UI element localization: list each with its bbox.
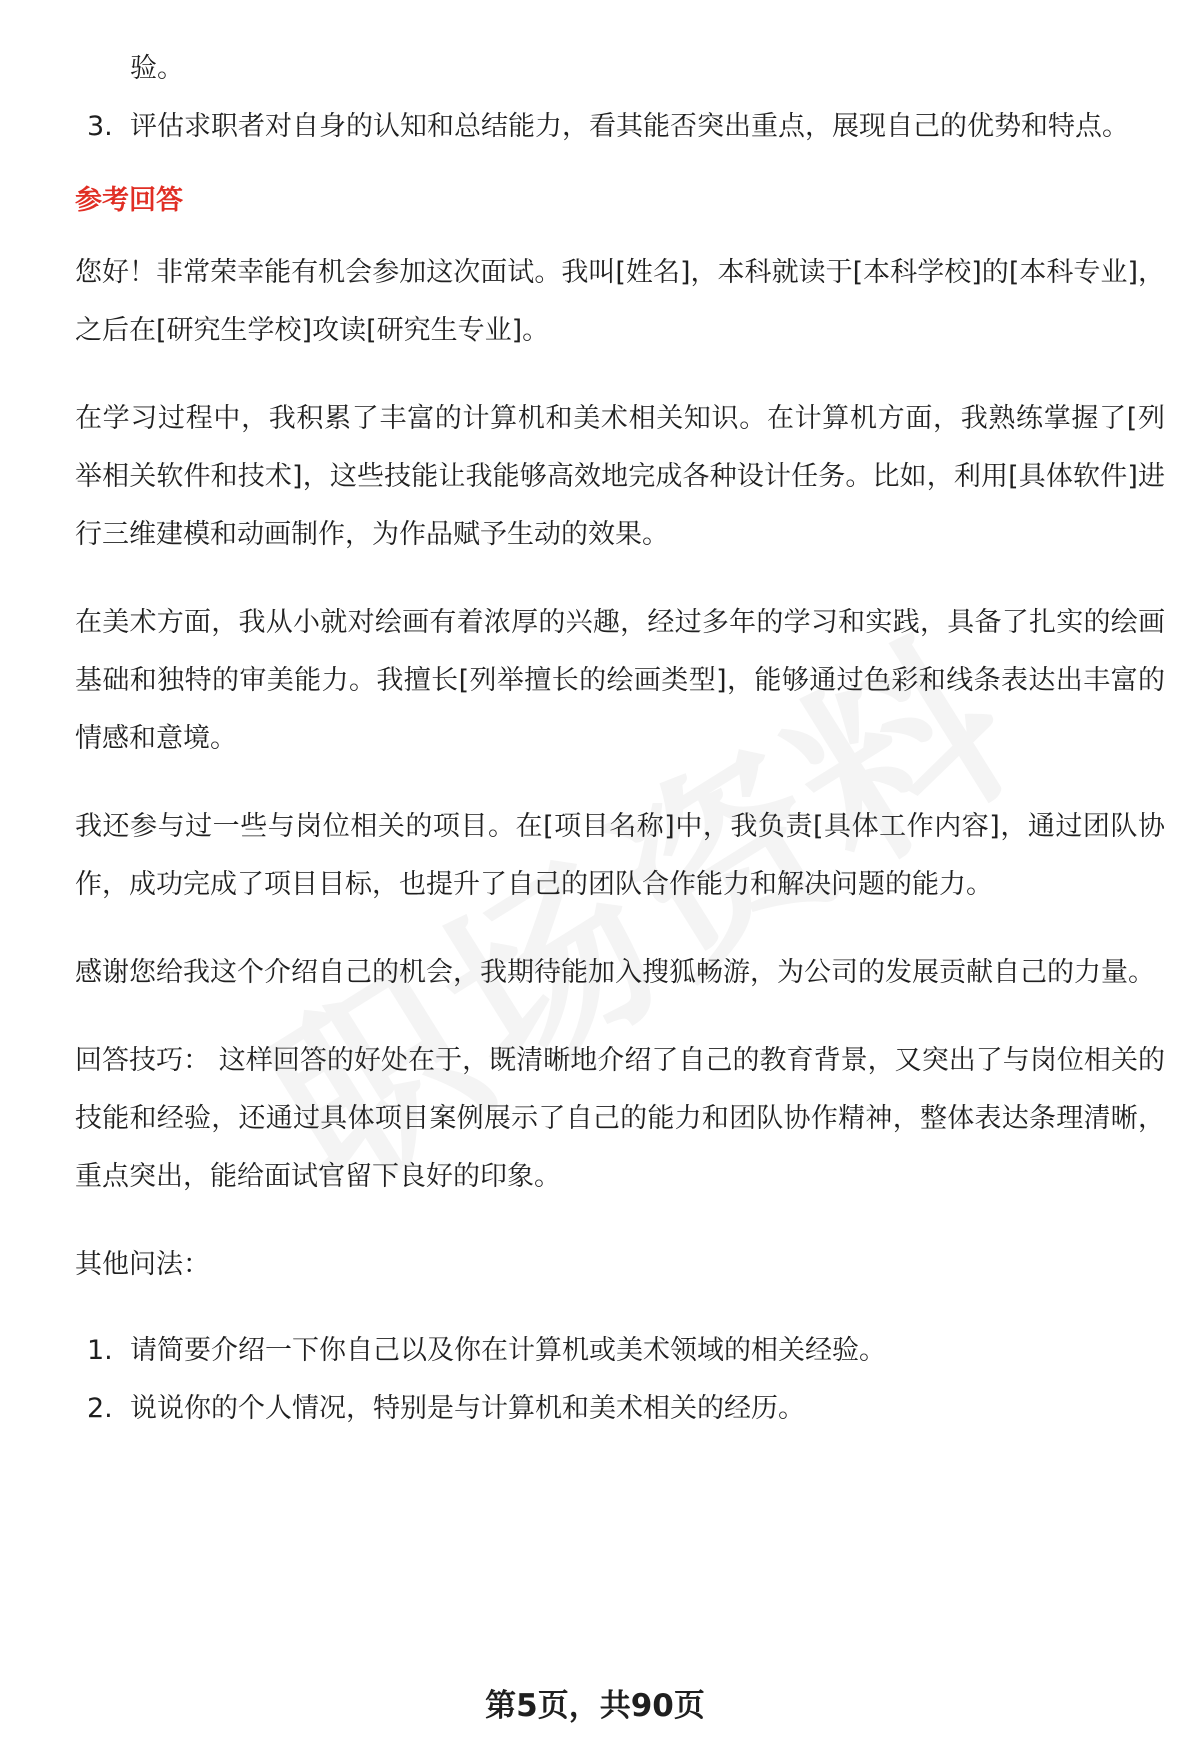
list-text: 说说你的个人情况，特别是与计算机和美术相关的经历。 bbox=[130, 1393, 805, 1424]
paragraph-project: 我还参与过一些与岗位相关的项目。在[项目名称]中，我负责[具体工作内容]，通过团队协作，成功完成了项目目标，也提升了自己的团队合作能力和解决问题的能力。 bbox=[75, 811, 1165, 900]
list-number: 3. bbox=[87, 111, 113, 142]
list-item bbox=[75, 1380, 1165, 1438]
evaluation-list bbox=[75, 98, 1165, 156]
paragraph-other-questions: 其他问法： bbox=[75, 1249, 210, 1280]
list-text: 评估求职者对自身的认知和总结能力，看其能否突出重点，展现自己的优势和特点。 bbox=[130, 111, 1129, 142]
list-text: 请简要介绍一下你自己以及你在计算机或美术领域的相关经验。 bbox=[130, 1335, 886, 1366]
list-number: 2. bbox=[87, 1393, 113, 1424]
paragraph-thanks: 感谢您给我这个介绍自己的机会，我期待能加入搜狐畅游，为公司的发展贡献自己的力量。 bbox=[75, 957, 1155, 988]
page-footer: 第5页，共90页 bbox=[485, 1688, 705, 1724]
paragraph-intro: 您好！非常荣幸能有机会参加这次面试。我叫[姓名]，本科就读于[本科学校]的[本科专业]，之后在[研究生学校]攻读[研究生专业]。 bbox=[75, 257, 1165, 346]
paragraph-tips: 回答技巧： 这样回答的好处在于，既清晰地介绍了自己的教育背景，又突出了与岗位相关的技能和经验，还通过具体项目案例展示了自己的能力和团队协作精神，整体表达条理清晰，重点突出，能给面试官留下良好的印象。 bbox=[75, 1045, 1165, 1192]
section-title: 参考回答 bbox=[75, 185, 183, 216]
other-questions-list bbox=[75, 1322, 1165, 1438]
paragraph-computer: 在学习过程中，我积累了丰富的计算机和美术相关知识。在计算机方面，我熟练掌握了[列举相关软件和技术]，这些技能让我能够高效地完成各种设计任务。比如，利用[具体软件]进行三维建模和动画制作，为作品赋予生动的效果。 bbox=[75, 403, 1165, 550]
list-item-continuation: 验。 bbox=[130, 53, 184, 84]
document-page bbox=[75, 40, 1165, 1438]
paragraph-art: 在美术方面，我从小就对绘画有着浓厚的兴趣，经过多年的学习和实践，具备了扎实的绘画基础和独特的审美能力。我擅长[列举擅长的绘画类型]，能够通过色彩和线条表达出丰富的情感和意境。 bbox=[75, 607, 1165, 754]
list-item bbox=[75, 98, 1165, 156]
list-item bbox=[75, 1322, 1165, 1380]
list-number: 1. bbox=[87, 1335, 113, 1366]
